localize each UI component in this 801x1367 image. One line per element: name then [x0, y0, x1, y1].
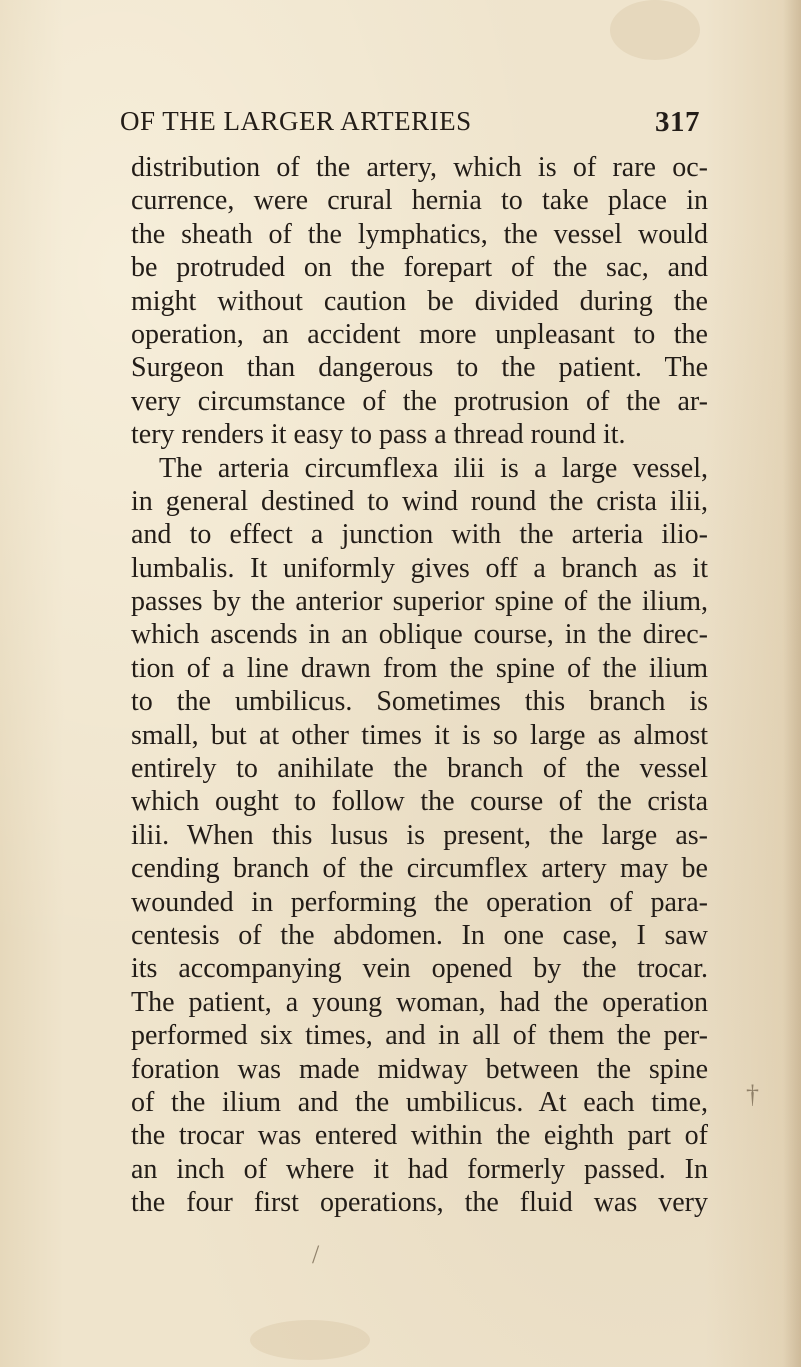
text-line: tion of a line drawn from the spine of the ilium: [131, 652, 708, 684]
text-line: small, but at other times it is so large as almost: [131, 719, 708, 751]
text-line: wounded in performing the operation of para-: [131, 886, 708, 918]
text-line: operation, an accident more unpleasant to the: [131, 318, 708, 350]
text-line: currence, were crural hernia to take place in: [131, 185, 708, 217]
text-line: cending branch of the circumflex artery may be: [131, 853, 708, 885]
text-line: lumbalis. It uniformly gives off a branch as it: [131, 552, 708, 584]
text-line: foration was made midway between the spine: [131, 1053, 708, 1085]
page-edge-shadow: [783, 0, 801, 1367]
text-line: tery renders it easy to pass a thread round it.: [131, 419, 626, 451]
text-line: which ought to follow the course of the crista: [131, 786, 708, 818]
text-line: distribution of the artery, which is of rare oc-: [131, 152, 708, 183]
text-line: passes by the anterior superior spine of the ilium,: [131, 586, 708, 618]
paper-stain: [250, 1320, 370, 1360]
text-line: which ascends in an oblique course, in the direc-: [131, 619, 708, 651]
paper-stain: [610, 0, 700, 60]
running-header: [120, 106, 700, 146]
running-title: OF THE LARGER ARTERIES: [120, 106, 472, 136]
text-line: might without caution be divided during the: [131, 285, 708, 317]
text-line: its accompanying vein opened by the trocar.: [131, 953, 708, 985]
text-line: the trocar was entered within the eighth part of: [131, 1120, 708, 1152]
margin-mark: †: [746, 1080, 759, 1109]
text-line: the sheath of the lymphatics, the vessel would: [131, 218, 708, 250]
text-line: in general destined to wind round the crista ilii,: [131, 485, 708, 517]
text-line: of the ilium and the umbilicus. At each time,: [131, 1086, 708, 1118]
text-line: very circumstance of the protrusion of the ar-: [131, 385, 708, 417]
text-line: be protruded on the forepart of the sac, and: [131, 252, 708, 284]
text-line: The patient, a young woman, had the operation: [131, 986, 708, 1018]
text-line: and to effect a junction with the arteria ilio-: [131, 519, 708, 551]
text-line: the four first operations, the fluid was very: [131, 1187, 708, 1219]
text-line: Surgeon than dangerous to the patient. The: [131, 352, 708, 384]
body-text: [131, 151, 708, 1220]
margin-mark: /: [312, 1240, 320, 1269]
text-line: centesis of the abdomen. In one case, I saw: [131, 919, 708, 951]
text-line: performed six times, and in all of them the per-: [131, 1020, 708, 1052]
text-line: ilii. When this lusus is present, the large as-: [131, 819, 708, 851]
paragraph-start-line: The arteria circumflexa ilii is a large vessel,: [159, 452, 708, 484]
text-line: entirely to anihilate the branch of the vessel: [131, 753, 708, 785]
text-line: to the umbilicus. Sometimes this branch is: [131, 686, 708, 718]
page-number: 317: [655, 106, 700, 138]
text-line: an inch of where it had formerly passed. In: [131, 1153, 708, 1185]
